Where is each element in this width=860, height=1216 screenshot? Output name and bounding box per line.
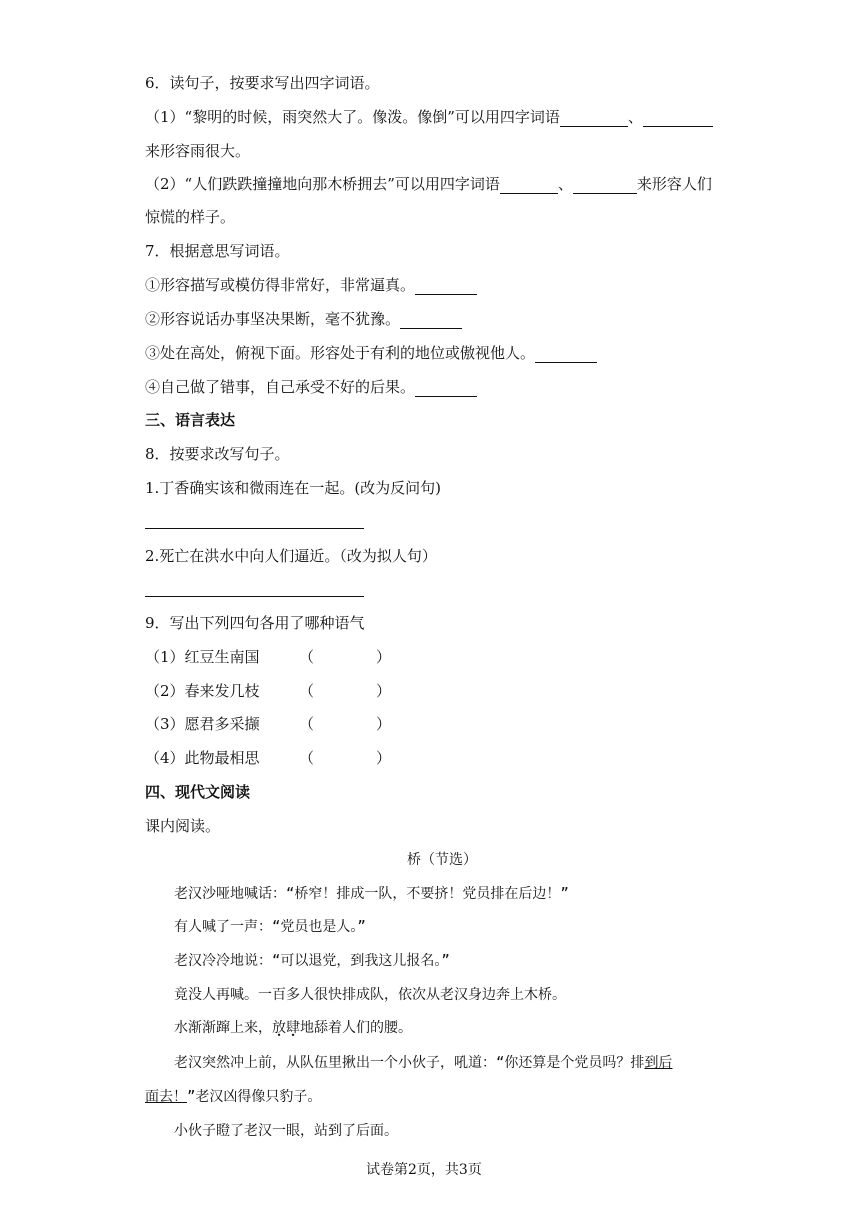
emphasis-char: 肆 (286, 1020, 300, 1036)
paren-open: （ (299, 682, 315, 700)
passage-text: 老汉突然冲上前，从队伍里揪出一个小伙子，吼道：“你还算是个党员吗？排 (174, 1055, 645, 1071)
paren-close: ） (376, 648, 392, 666)
q6-item2-cont: 惊慌的样子。 (145, 208, 236, 226)
q7-item-3-blank[interactable] (535, 346, 597, 363)
page-footer: 试卷第2页，共3页 (366, 1162, 482, 1178)
paren-close: ） (376, 682, 392, 700)
q7-item-4-text: ④自己做了错事，自己承受不好的后果。 (145, 378, 416, 396)
q7-item-1 (145, 275, 477, 295)
passage-text: 水渐渐蹿上来， (174, 1020, 272, 1036)
q7-item-1-text: ①形容描写或模仿得非常好，非常逼真。 (145, 276, 416, 294)
q6-item2-blank1[interactable] (500, 177, 558, 194)
q9-item-4 (145, 748, 391, 768)
q6-item1-cont: 来形容雨很大。 (145, 142, 251, 160)
q8-item1: 1.丁香确实该和微雨连在一起。(改为反问句) (145, 479, 442, 497)
paren-open: （ (299, 715, 315, 733)
paren-close: ） (376, 749, 392, 767)
passage-paragraph-1: 老汉沙哑地喊话：“桥窄！排成一队，不要挤！党员排在后边！” (174, 886, 569, 902)
reading-intro: 课内阅读。 (145, 817, 221, 835)
underlined-text: 面去！ (145, 1089, 187, 1105)
paren-close: ） (376, 715, 392, 733)
q9-item-1 (145, 647, 391, 667)
q6-item2-text-b: 来形容人们 (636, 175, 712, 193)
separator: 、 (557, 175, 573, 193)
q6-item2-blank2[interactable] (573, 177, 637, 194)
passage-paragraph-7: 小伙子瞪了老汉一眼，站到了后面。 (174, 1123, 398, 1139)
q7-item-2-blank[interactable] (400, 312, 462, 329)
q6-title: 6．读句子，按要求写出四字词语。 (145, 74, 380, 92)
q6-item1-blank2[interactable] (643, 110, 713, 127)
passage-paragraph-2: 有人喊了一声：“党员也是人。” (174, 919, 366, 935)
q6-item2-text: （2）“人们跌跌撞撞地向那木桥拥去”可以用四字词语 (145, 175, 500, 193)
q7-item-2-text: ②形容说话办事坚决果断，毫不犹豫。 (145, 310, 401, 328)
emphasis-char: 放 (272, 1020, 286, 1036)
q9-item-2-text: （2）春来发几枝 (145, 682, 260, 700)
q9-item-3-text: （3）愿君多采撷 (145, 715, 260, 733)
q7-item-3 (145, 343, 597, 363)
section-heading-4: 四、现代文阅读 (145, 783, 251, 801)
passage-paragraph-6-cont (145, 1087, 321, 1107)
q8-item2: 2.死亡在洪水中向人们逼近。（改为拟人句） (145, 547, 437, 565)
q7-item-1-blank[interactable] (415, 278, 477, 295)
q9-item-4-text: （4）此物最相思 (145, 749, 260, 767)
passage-title: 桥（节选） (407, 852, 477, 868)
passage-paragraph-3: 老汉冷冷地说：“可以退党，到我这儿报名。” (174, 953, 450, 969)
separator: 、 (627, 108, 643, 126)
q6-item1 (145, 107, 713, 127)
q7-item-4 (145, 377, 477, 397)
q6-item1-blank1[interactable] (560, 110, 628, 127)
passage-text: 地舔着人们的腰。 (300, 1020, 412, 1036)
q6-item1-text: （1）“黎明的时候，雨突然大了。像泼。像倒”可以用四字词语 (145, 108, 560, 126)
q7-title: 7．根据意思写词语。 (145, 242, 290, 260)
q6-item2 (145, 174, 712, 194)
q8-answer-line-1[interactable] (145, 528, 364, 529)
passage-paragraph-6 (174, 1053, 672, 1073)
q9-item-1-text: （1）红豆生南国 (145, 648, 260, 666)
q8-answer-line-2[interactable] (145, 596, 364, 597)
q7-item-3-text: ③处在高处，俯视下面。形容处于有利的地位或傲视他人。 (145, 344, 536, 362)
passage-paragraph-5 (174, 1018, 412, 1038)
passage-text: ”老汉凶得像只豹子。 (187, 1089, 322, 1105)
underlined-text: 到后 (644, 1055, 673, 1071)
q9-item-2 (145, 681, 391, 701)
section-heading-3: 三、语言表达 (145, 411, 236, 429)
paren-open: （ (299, 749, 315, 767)
passage-paragraph-4: 竟没人再喊。一百多人很快排成队，依次从老汉身边奔上木桥。 (174, 987, 566, 1003)
paren-open: （ (299, 648, 315, 666)
q9-item-3 (145, 714, 391, 734)
q9-title: 9．写出下列四句各用了哪种语气 (145, 614, 365, 632)
q7-item-2 (145, 309, 462, 329)
q8-title: 8．按要求改写句子。 (145, 445, 290, 463)
q7-item-4-blank[interactable] (415, 380, 477, 397)
